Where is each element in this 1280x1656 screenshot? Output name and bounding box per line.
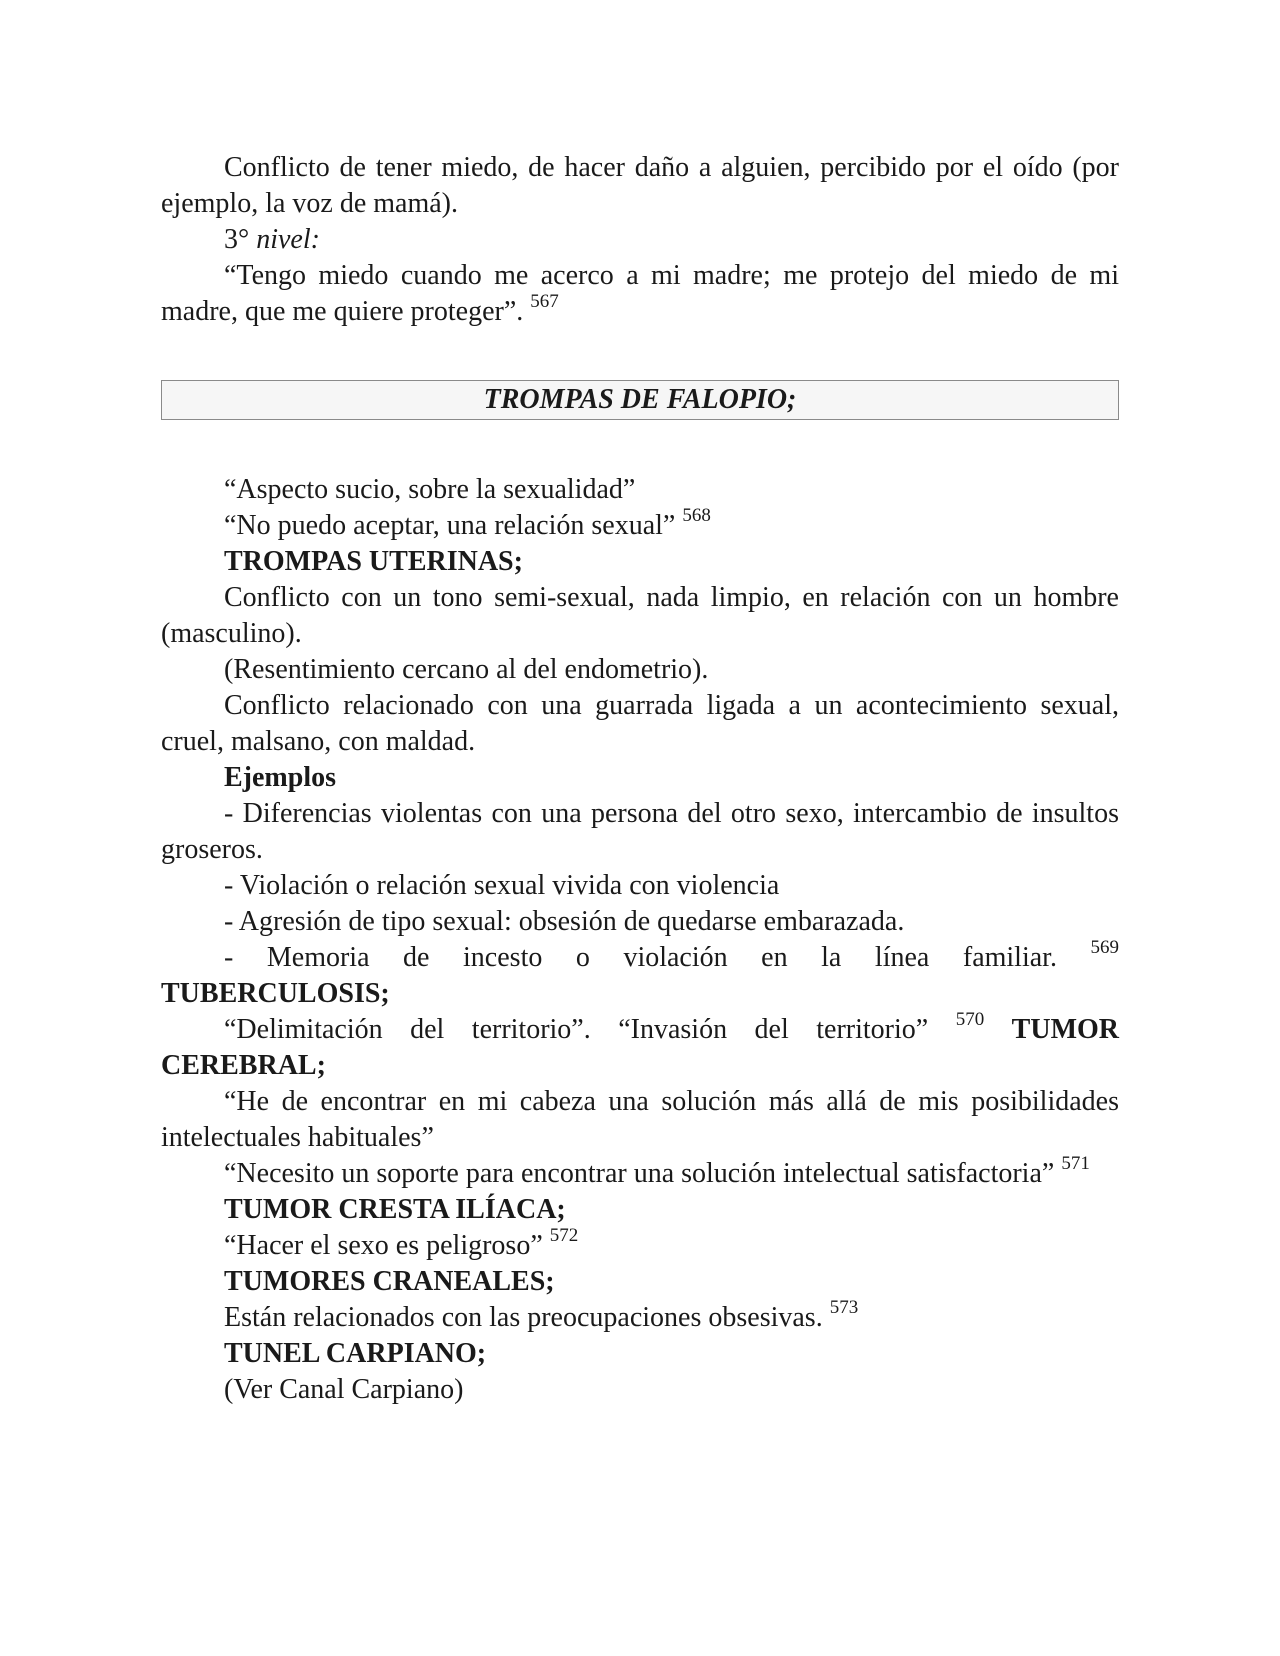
- example-memoria-incesto: - Memoria de incesto o violación en la línea familiar. $^{569}$: [224, 936, 1120, 973]
- document-page: [161, 150, 1119, 1408]
- heading-tumores-craneales: TUMORES CRANEALES;: [224, 1266, 555, 1297]
- paragraph-resentimiento: (Resentimiento cercano al del endometrio).: [224, 654, 709, 685]
- level-label: 3° nivel:: [224, 224, 320, 255]
- heading-ejemplos: Ejemplos: [224, 762, 336, 793]
- footnote-571: 571: [1061, 1152, 1090, 1174]
- paragraph-ver-canal: (Ver Canal Carpiano): [224, 1374, 464, 1405]
- quote-aspecto-sucio: “Aspecto sucio, sobre la sexualidad”: [224, 474, 636, 505]
- quote-sexo-peligroso: “Hacer el sexo es peligroso” $^{572}$: [224, 1224, 579, 1261]
- paragraph-guarrada: Conflicto relacionado con una guarrada ligada a un acontecimiento sexual, cruel, malsano, con maldad.: [161, 690, 1119, 757]
- example-agresion: - Agresión de tipo sexual: obsesión de quedarse embarazada.: [224, 906, 905, 937]
- example-diferencias: - Diferencias violentas con una persona del otro sexo, intercambio de insultos groseros.: [161, 798, 1119, 865]
- footnote-567: 567: [530, 290, 559, 312]
- heading-trompas-uterinas: TROMPAS UTERINAS;: [224, 546, 523, 577]
- paragraph-preocupaciones: Están relacionados con las preocupaciones obsesivas. $^{573}$: [224, 1296, 859, 1333]
- heading-tumor-cresta: TUMOR CRESTA ILÍACA;: [224, 1194, 566, 1225]
- heading-tuberculosis: TUBERCULOSIS;: [161, 978, 390, 1009]
- heading-tumor-cerebral: TUMOR CEREBRAL;: [161, 1014, 1119, 1081]
- footnote-573: 573: [829, 1296, 859, 1318]
- section-title: TROMPAS DE FALOPIO;: [483, 384, 797, 415]
- footnote-572: 572: [549, 1224, 579, 1246]
- quote-encontrar-cabeza: “He de encontrar en mi cabeza una solución más allá de mis posibilidades intelectuales habituales”: [161, 1086, 1119, 1153]
- heading-tunel-carpiano: TUNEL CARPIANO;: [224, 1338, 487, 1369]
- paragraph-conflicto-miedo: Conflicto de tener miedo, de hacer daño a alguien, percibido por el oído (por ejemplo, la voz de mamá).: [161, 152, 1119, 219]
- section-title-box: [161, 380, 1119, 420]
- paragraph-tono-semisexual: Conflicto con un tono semi-sexual, nada limpio, en relación con un hombre (masculino).: [161, 582, 1119, 649]
- quote-relacion-sexual: “No puedo aceptar, una relación sexual” $^{568}$: [224, 504, 711, 541]
- example-violacion: - Violación o relación sexual vivida con violencia: [224, 870, 780, 901]
- paragraph-territorio: “Delimitación del territorio”. “Invasión del territorio” $^{570}$ TUMOR CEREBRAL;: [161, 1008, 1119, 1081]
- footnote-569: 569: [1090, 936, 1120, 958]
- footnote-568: 568: [682, 504, 711, 526]
- quote-madre: “Tengo miedo cuando me acerco a mi madre; me protejo del miedo de mi madre, que me quiere proteger”. $^{567}$: [161, 260, 1119, 327]
- footnote-570: 570: [955, 1008, 985, 1030]
- quote-necesito-soporte: “Necesito un soporte para encontrar una solución intelectual satisfactoria” $^{571}$: [224, 1152, 1090, 1189]
